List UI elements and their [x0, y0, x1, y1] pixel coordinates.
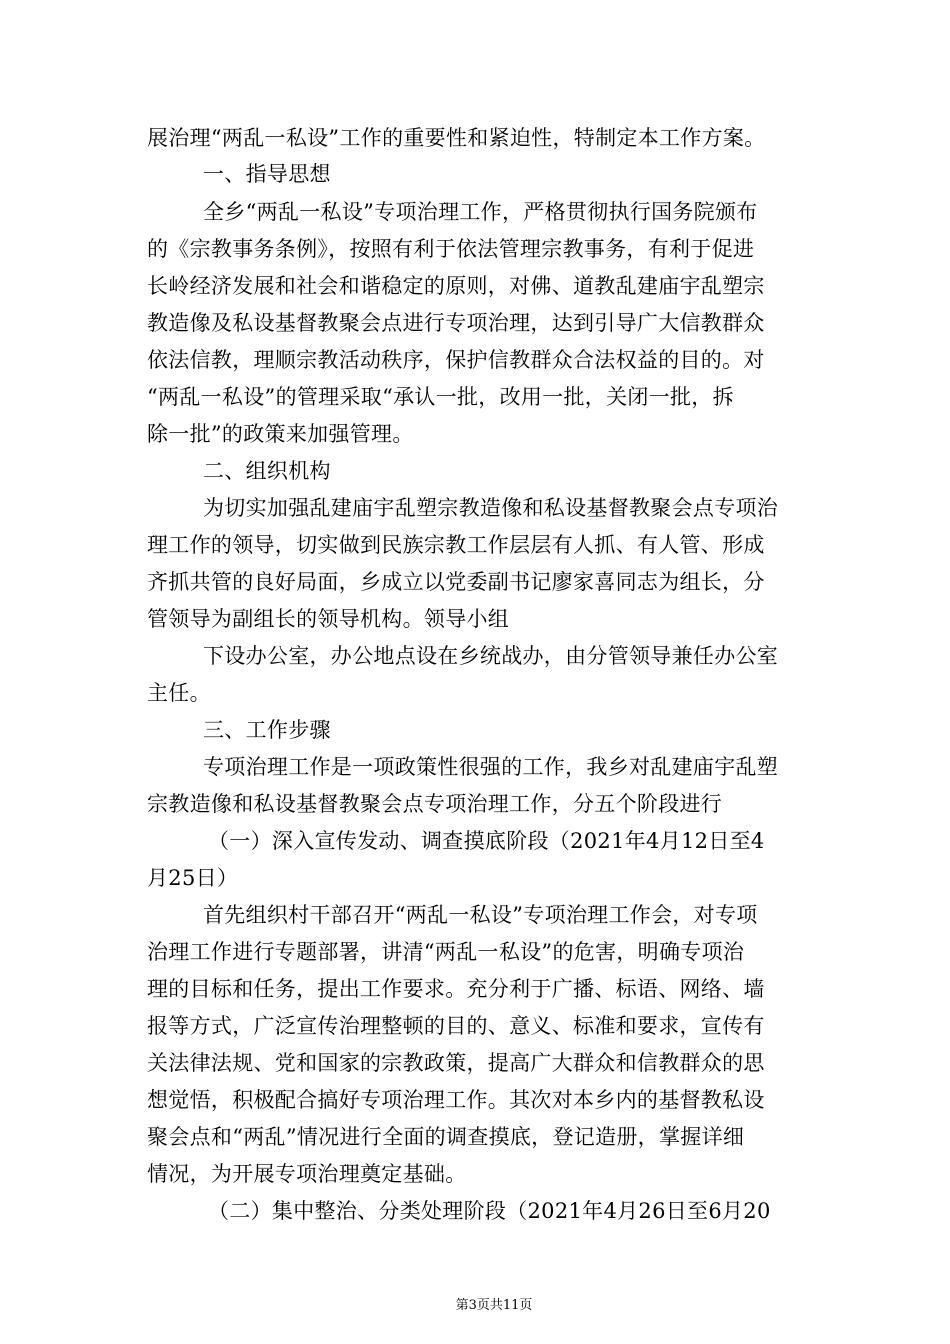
section-heading-work-steps: 三、工作步骤: [203, 718, 331, 742]
text-line-5: 长岭经济发展和社会和谐稳定的原则，对佛、道教乱建庙宇乱塑宗: [147, 274, 765, 298]
text-line-7: 依法信教，理顺宗教活动秩序，保护信教群众合法权益的目的。对: [147, 348, 765, 372]
text-line-22: 首先组织村干部召开“两乱一私设”专项治理工作会，对专项: [203, 903, 758, 927]
text-line-14: 管领导为副组长的领导机构。领导小组: [147, 607, 510, 631]
text-line-4: 的《宗教事务条例》，按照有利于依法管理宗教事务，有利于促进: [147, 237, 755, 261]
text-line-25: 报等方式，广泛宣传治理整顿的目的、意义、标准和要求，宣传有: [147, 1014, 765, 1038]
text-line-16: 主任。: [147, 681, 211, 705]
section-heading-organization: 二、组织机构: [203, 459, 331, 483]
text-line-6: 教造像及私设基督教聚会点进行专项治理，达到引导广大信教群众: [147, 311, 765, 335]
text-line-26: 关法律法规、党和国家的宗教政策，提高广大群众和信教群众的思: [147, 1051, 765, 1075]
text-line-27: 想觉悟，积极配合搞好专项治理工作。其次对本乡内的基督教私设: [147, 1088, 765, 1112]
text-line-28: 聚会点和“两乱”情况进行全面的调查摸底，登记造册，掌握详细: [147, 1125, 745, 1149]
text-line-11: 为切实加强乱建庙宇乱塑宗教造像和私设基督教聚会点专项治: [203, 496, 779, 520]
text-line-21: 月25日）: [147, 866, 239, 890]
text-line-18: 专项治理工作是一项政策性很强的工作，我乡对乱建庙宇乱塑: [203, 755, 779, 779]
text-line-8: “两乱一私设”的管理采取“承认一批，改用一批，关闭一批，拆: [147, 385, 734, 409]
text-line-12: 理工作的领导，切实做到民族宗教工作层层有人抓、有人管、形成: [147, 533, 765, 557]
subsection-heading-phase-1: （一）深入宣传发动、调查摸底阶段（2021年4月12日至4: [208, 829, 765, 853]
text-line-24: 理的目标和任务，提出工作要求。充分利于广播、标语、网络、墙: [147, 977, 765, 1001]
section-heading-guiding-ideology: 一、指导思想: [203, 162, 331, 186]
text-line-29: 情况，为开展专项治理奠定基础。: [147, 1162, 467, 1186]
page-number-footer: 第3页共11页: [455, 1298, 533, 1313]
subsection-heading-phase-2: （二）集中整治、分类处理阶段（2021年4月26日至6月20: [208, 1199, 771, 1223]
text-line-1: 展治理“两乱一私设”工作的重要性和紧迫性，特制定本工作方案。: [147, 126, 766, 150]
text-line-19: 宗教造像和私设基督教聚会点专项治理工作，分五个阶段进行: [147, 792, 723, 816]
text-line-9: 除一批”的政策来加强管理。: [147, 422, 414, 446]
text-line-23: 治理工作进行专题部署，讲清“两乱一私设”的危害，明确专项治: [147, 940, 745, 964]
text-line-13: 齐抓共管的良好局面，乡成立以党委副书记廖家喜同志为组长，分: [147, 570, 765, 594]
text-line-15: 下设办公室，办公地点设在乡统战办，由分管领导兼任办公室: [203, 644, 779, 668]
text-line-3: 全乡“两乱一私设”专项治理工作，严格贯彻执行国务院颁布: [203, 200, 758, 224]
